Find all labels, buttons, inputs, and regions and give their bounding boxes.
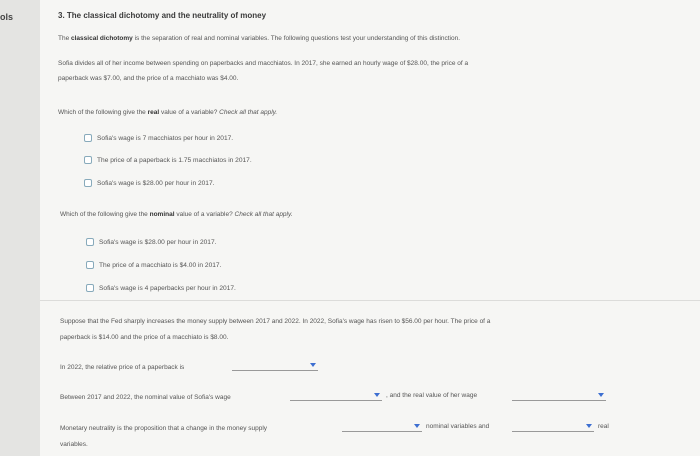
chevron-down-icon [586,424,592,428]
scenario-line-1: Sofia divides all of her income between spending on paperbacks and macchiatos. In 2017, she earned an hourly wage of $28.00, the price of a [58,60,469,67]
nominal-wage-text: Between 2017 and 2022, the nominal value of Sofia's wage [60,394,231,401]
nominal-variables-text: nominal variables and [426,423,490,430]
checkbox[interactable] [86,284,94,292]
question-panel [40,0,700,456]
real-text: real [598,423,609,430]
chevron-down-icon [310,363,316,367]
nominal-wage-dropdown[interactable] [290,392,382,401]
scenario-line-2: paperback was $7.00, and the price of a macchiato was $4.00. [58,75,239,82]
chevron-down-icon [374,393,380,397]
checkbox[interactable] [86,261,94,269]
real-prompt: Which of the following give the real value of a variable? Check all that apply. [58,109,278,116]
checkbox[interactable] [84,134,92,142]
checkbox[interactable] [84,156,92,164]
part2-line-1: Suppose that the Fed sharply increases the money supply between 2017 and 2022. In 2022, Sofia's wage has risen to $56.00 per hour. The price of a [60,318,491,325]
section-divider [40,300,700,301]
neutrality-text: Monetary neutrality is the proposition that a change in the money supply [60,425,268,432]
neutrality-dropdown-1[interactable] [342,423,422,432]
variables-text: variables. [60,441,88,448]
intro-text: The classical dichotomy is the separation of real and nominal variables. The following questions test your understanding of this distinction. [58,35,461,42]
chevron-down-icon [414,424,420,428]
sidebar-label: ols [0,12,14,22]
nominal-prompt: Which of the following give the nominal value of a variable? Check all that apply. [60,211,293,218]
part2-line-2: paperback is $14.00 and the price of a macchiato is $8.00. [60,334,229,341]
real-wage-dropdown[interactable] [512,392,606,401]
chevron-down-icon [598,393,604,397]
real-option-3[interactable]: Sofia's wage is $28.00 per hour in 2017. [84,179,214,187]
sidebar [0,0,40,456]
real-wage-text: , and the real value of her wage [386,392,478,399]
real-option-2[interactable]: The price of a paperback is 1.75 macchiatos in 2017. [84,156,252,164]
relative-price-text: In 2022, the relative price of a paperback is [60,364,185,371]
nominal-option-1[interactable]: Sofia's wage is $28.00 per hour in 2017. [86,238,216,246]
nominal-option-3[interactable]: Sofia's wage is 4 paperbacks per hour in 2017. [86,284,236,292]
relative-price-dropdown[interactable] [232,362,318,371]
checkbox[interactable] [84,179,92,187]
real-option-1[interactable]: Sofia's wage is 7 macchiatos per hour in 2017. [84,134,233,142]
checkbox[interactable] [86,238,94,246]
question-title: 3. The classical dichotomy and the neutrality of money [58,11,267,20]
nominal-option-2[interactable]: The price of a macchiato is $4.00 in 2017. [86,261,221,269]
neutrality-dropdown-2[interactable] [512,423,594,432]
